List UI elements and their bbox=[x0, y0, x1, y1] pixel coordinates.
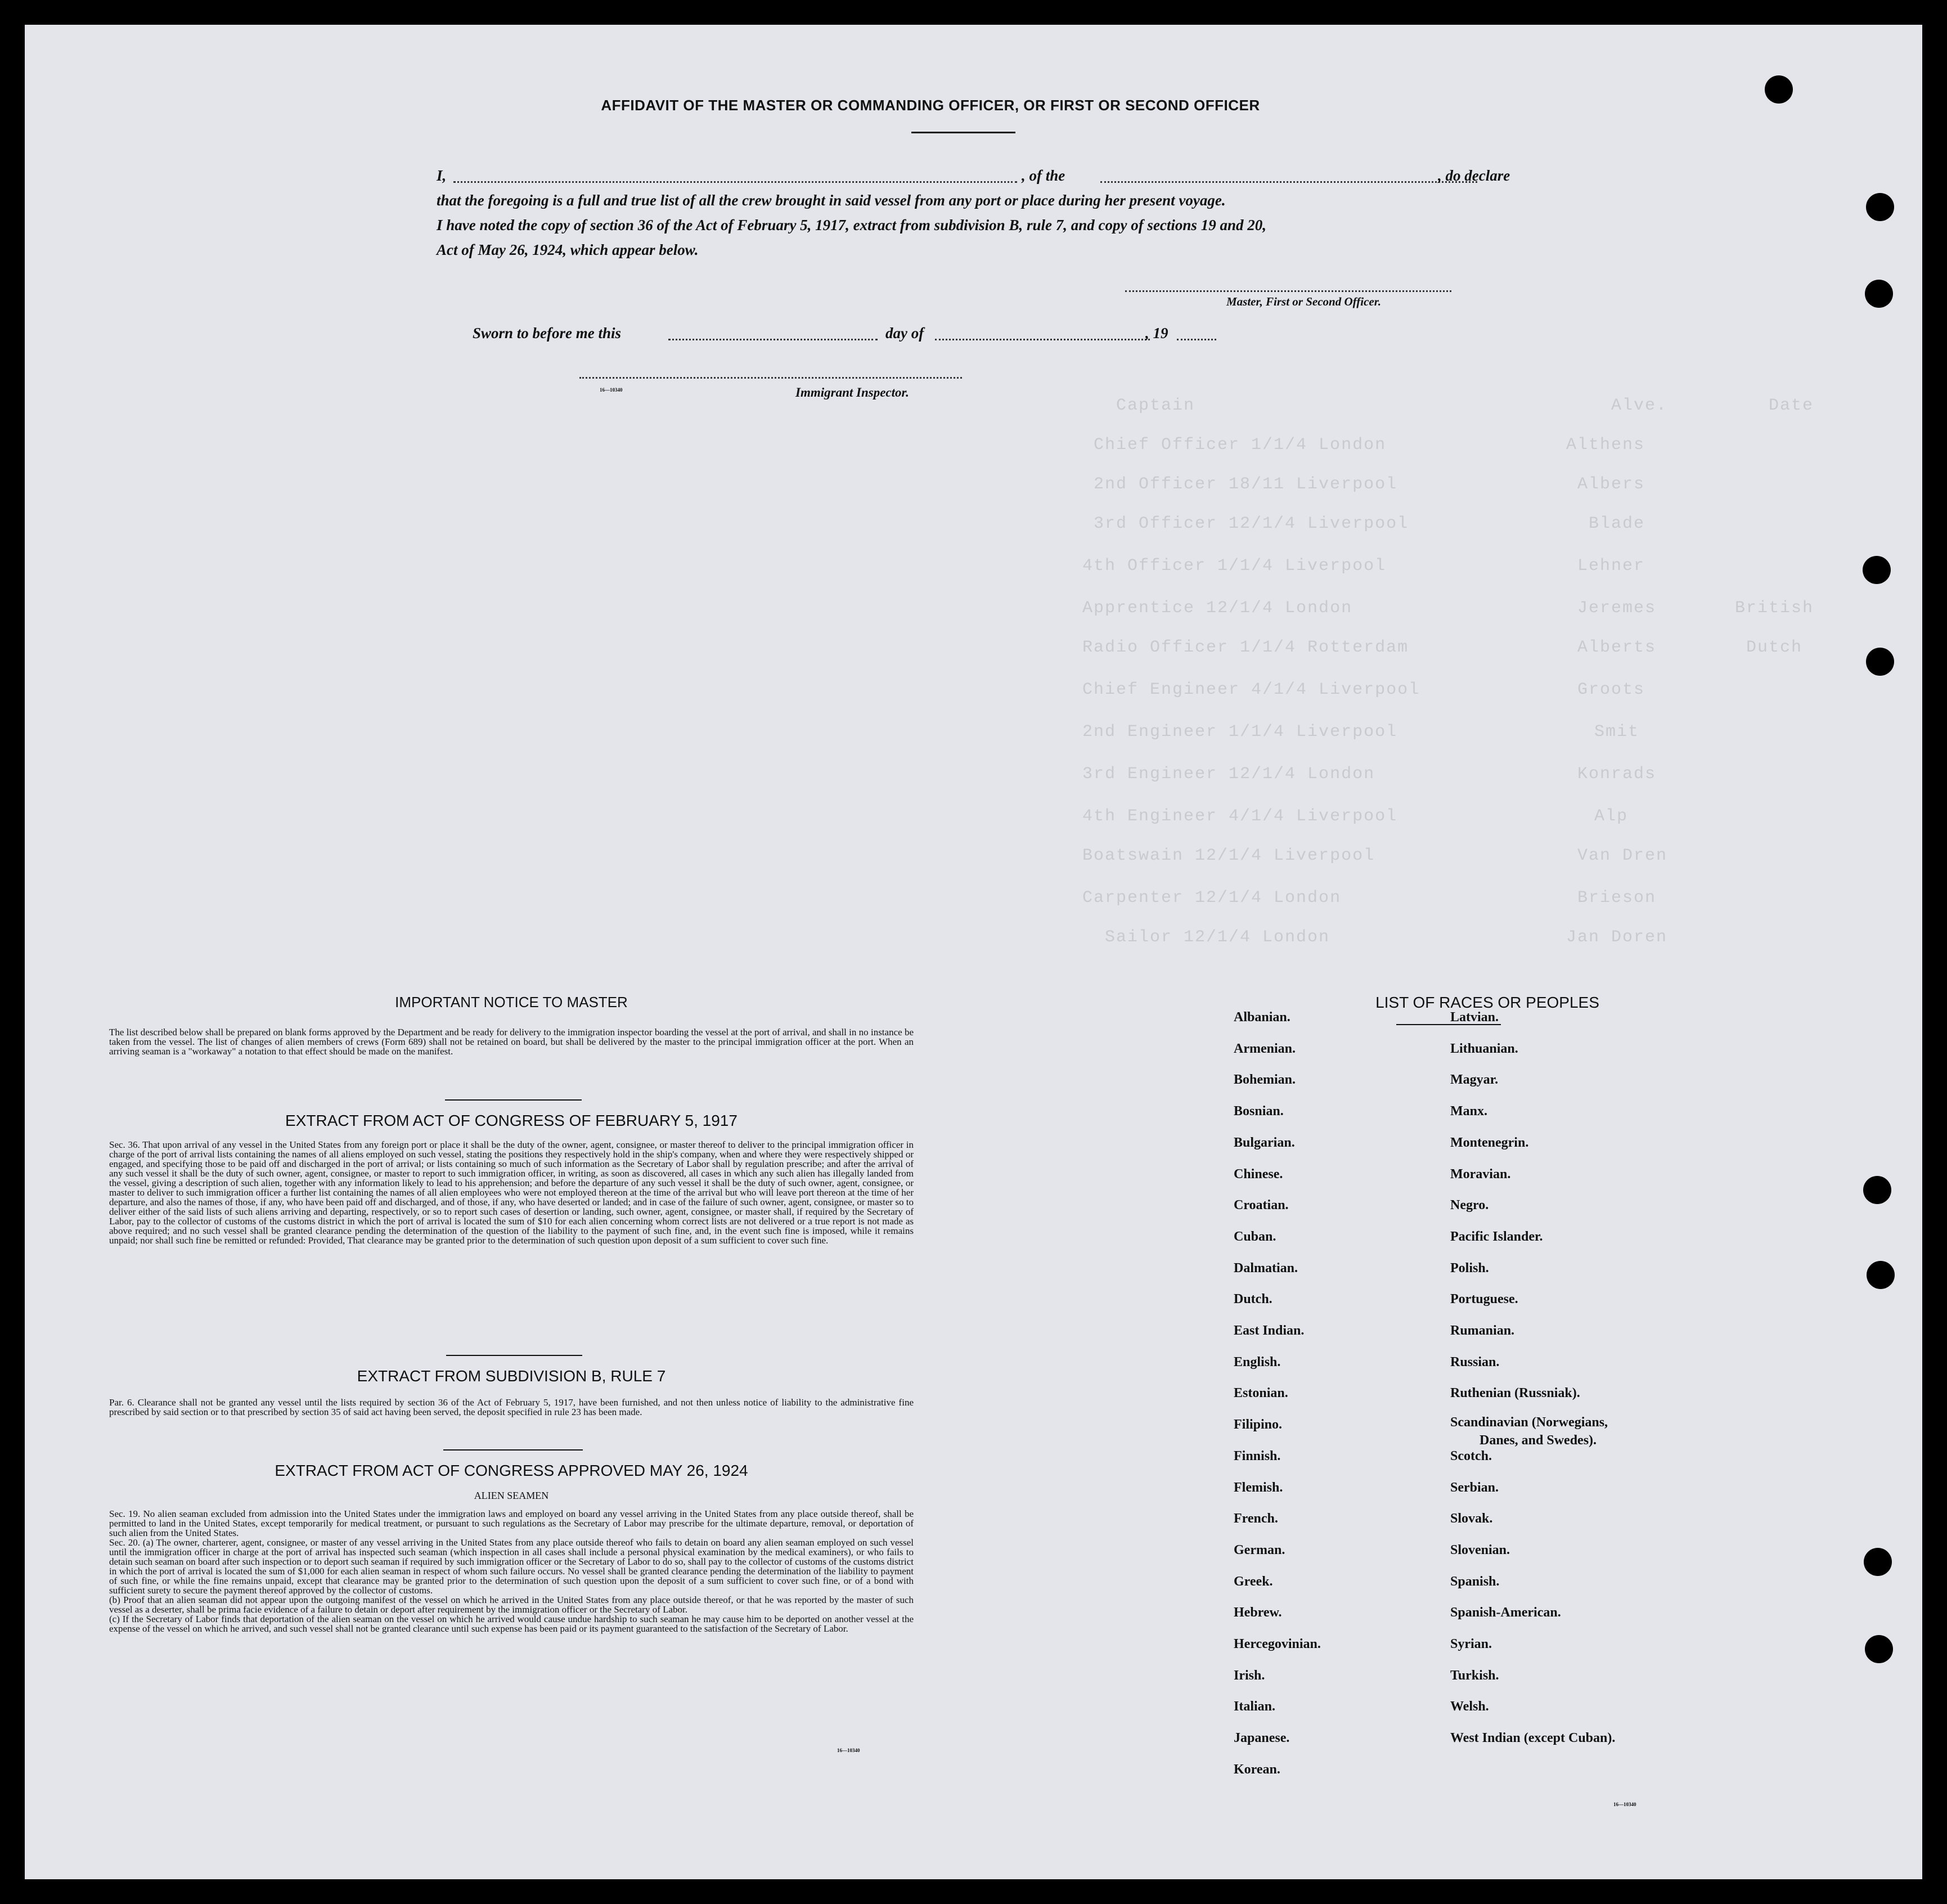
race-item: Dalmatian. bbox=[1234, 1260, 1298, 1276]
declaration-line-2: that the foregoing is a full and true list of all the crew brought in said vessel from any port or place during her present voyage. bbox=[437, 192, 1226, 209]
sworn-year-field[interactable] bbox=[1177, 339, 1216, 340]
punch-hole bbox=[1765, 75, 1793, 104]
race-item: Slovenian. bbox=[1450, 1542, 1510, 1557]
race-item: East Indian. bbox=[1234, 1323, 1305, 1338]
punch-hole bbox=[1867, 1261, 1895, 1289]
race-item: German. bbox=[1234, 1542, 1285, 1557]
affidavit-title: AFFIDAVIT OF THE MASTER OR COMMANDING OFFICER, OR FIRST OR SECOND OFFICER bbox=[601, 97, 1260, 114]
race-item: Ruthenian (Russniak). bbox=[1450, 1386, 1580, 1401]
race-item: Albanian. bbox=[1234, 1010, 1290, 1025]
race-item: Slovak. bbox=[1450, 1511, 1493, 1526]
declaration-line-1 bbox=[437, 163, 1522, 188]
affidavit-form-number: 16—10340 bbox=[600, 387, 623, 393]
notice-title: IMPORTANT NOTICE TO MASTER bbox=[395, 994, 628, 1011]
race-item: Scandinavian (Norwegians, bbox=[1450, 1415, 1608, 1430]
sworn-line bbox=[473, 321, 1283, 345]
section-divider bbox=[443, 1449, 583, 1451]
race-item: Polish. bbox=[1450, 1260, 1489, 1276]
race-item: Flemish. bbox=[1234, 1480, 1283, 1495]
sec-20a-text: Sec. 20. (a) The owner, charterer, agent, consignee, or master of any vessel arriving in the United States from any place outside thereof who fails to detain on board any alien seaman employed on such vessel until the immigration officer in charge at the port of arrival has inspected such seaman (which inspection in all cases shall include a personal physical examination by the medical examiners), or who fails to detain such seaman on board after such inspection or to deport such seaman if required by such immigration officer or the Secretary of Labor to do so, shall pay to the collector of customs of the customs district in which the port of arrival is located the sum of $1,000 for each alien seaman in respect of whom such failure occurs. No vessel shall be granted clearance pending the determination of the liability to payment of such fine, or while the fine remains unpaid, except that clearance may be granted prior to the determination of such question upon the deposit of a sum sufficient to cover such fine, or of a bond with sufficient surety to secure the payment thereof approved by the collector of customs. bbox=[109, 1537, 914, 1596]
race-item: Moravian. bbox=[1450, 1166, 1511, 1182]
extract-1924-body bbox=[109, 1509, 914, 1633]
sec-19-text: Sec. 19. No alien seaman excluded from admission into the United States under the immigration laws and employed on board any vessel arriving in the United States from any place outside thereof, shall be permitted to land in the United States, except temporarily for medical treatment, or pursuant to such regulations as the Secretary of Labor may prescribe for the ultimate departure, removal, or deportation of such alien from the United States. bbox=[109, 1508, 914, 1538]
race-item: Spanish. bbox=[1450, 1574, 1500, 1589]
race-item: Welsh. bbox=[1450, 1699, 1489, 1714]
race-item: Turkish. bbox=[1450, 1668, 1499, 1683]
document-page: Alve. Althens Albers Blade Lehner Jeremes Alberts Groots Smit Konrads Alp Van Dren Brieson Jan Doren Captain Chief Officer 1/1/4 London 2nd Officer 18/11 Liverpool 3rd Officer 12/1/4 Liverpool 4th Officer 1/1/4 Liverpool Apprentice 12/1/4 London Radio Officer 1/1/4 Rotterdam Chief Engineer 4/1/4 Liverpool 2nd Engineer 1/1/4 Liverpool 3rd Engineer 12/1/4 London 4th Engineer 4/1/4 Liverpool Boatswain 12/1/4 Liverpool Carpenter 12/1/4 London Sailor 12/1/4 London Date British Dutch AFFIDAVIT OF THE MASTER OR COMMANDING OFFICER, OR FIRST OR SECOND OFFICER I, , of the , do declare that the foregoing is a full and true list of all the crew brought in said vessel from any port or place during her present voyage. I have noted the copy of section 36 of the Act of February 5, 1917, extract from subdivision B, rule 7, and copy of sections 19 and 20, Act of May 26, 1924, which appear below. Master, First or Second Officer. Sworn to before me this day of , 19 16—10340 Immigrant Inspector. IMPORTANT NOTICE TO MASTER The list described below shall be prepared on blank forms approved by the Department and be ready for delivery to the immigration inspector boarding the vessel at the port of arrival, and shall in no instance be taken from the vessel. The list of changes of alien members of crews (Form 689) shall not be retained on board, but shall be delivered by the master to the principal immigration officer at the port. When an arriving seaman is a "workaway" a notation to that effect should be made on the manifest. EXTRACT FROM ACT OF CONGRESS OF FEBRUARY 5, 1917 Sec. 36. That upon arrival of any vessel in the United States from any foreign port or place it shall be the duty of the owner, agent, consignee, or master thereof to deliver to the principal immigration officer in charge of the port of arrival lists containing the names of all aliens employed on such vessel, stating the positions they respectively hold in the ship's company, when and where they were respectively shipped or engaged, and specifying those to be paid off and discharged in the port of arrival; or lists containing so much of such information as the Secretary of Labor shall by regulation prescribe; and after the arrival of any such vessel it shall be the duty of such owner, agent, consignee, or master to report to such immigration officer, in writing, as soon as discovered, all cases in which any such alien has illegally landed from the vessel, giving a description of such alien, together with any information likely to lead to his apprehension; and before the departure of any such vessel it shall be the duty of such owner, agent, consignee, or master to deliver to such immigration officer a further list containing the names of all alien employees who were not employed thereon at the time of the arrival but who will leave port thereon at the time of her departure, and also the names of those, if any, who have been paid off and discharged, and of those, if any, who have deserted or landed; and in case of the failure of such owner, agent, consignee, or master so to deliver either of the said lists of such aliens arriving and departing, respectively, or so to report such cases of desertion or landing, such owner, agent, consignee, or master shall, if required by the Secretary of Labor, pay to the collector of customs of the customs district in which the port of arrival is located the sum of $10 for each alien concerning whom correct lists are not delivered or a true report is not made as above required; and no such vessel shall be granted clearance pending the determination of the question of the liability to the payment of such fine, and, in the event such fine is imposed, while it remains unpaid; nor shall such fine be remitted or refunded: Provided, That clearance may be granted prior to the determination of such question upon deposit of a sum sufficient to cover such fine. EXTRACT FROM SUBDIVISION B, RULE 7 Par. 6. Clearance shall not be granted any vessel until the lists required by section 36 of the Act of February 5, 1917, have been furnished, and not then unless notice of liability to the administrative fine prescribed by said section or to that prescribed by section 35 of said act having been served, the deposit specified in rule 23 has been made. EXTRACT FROM ACT OF CONGRESS APPROVED MAY 26, 1924 ALIEN SEAMEN Sec. 19. No alien seaman excluded from admission into the United States under the immigration laws and employed on board any vessel arriving in the United States from any place outside thereof, shall be permitted to land in the United States, except temporarily for medical treatment, or pursuant to such regulations as the Secretary of Labor may prescribe for the ultimate departure, removal, or deportation of such alien from the United States. Sec. 20. (a) The owner, charterer, agent, consignee, or master of any vessel arriving in the United States from any place outside thereof who fails to detain on board any alien seaman employed on such vessel until the immigration officer in charge at the port of arrival has inspected such seaman (which inspection in all cases shall include a personal physical examination by the medical examiners), or who fails to detain such seaman on board after such inspection or to deport such seaman if required by such immigration officer or the Secretary of Labor to do so, shall pay to the collector of customs of the customs district in which the port of arrival is located the sum of $1,000 for each alien seaman in respect of whom such failure occurs. No vessel shall be granted clearance pending the determination of the liability to payment of such fine, or while the fine remains unpaid, except that clearance may be granted prior to the determination of such question upon the deposit of a sum sufficient to cover such fine, or of a bond with sufficient surety to secure the payment thereof approved by the collector of customs. (b) Proof that an alien seaman did not appear upon the outgoing manifest of the vessel on which he arrived in the United States from any place outside thereof, or that he was reported by the master of such vessel as a deserter, shall be prima facie evidence of a failure to detain or deport after requirement by the immigration officer or the Secretary of Labor. (c) If the Secretary of Labor finds that deportation of the alien seaman on the vessel on which he arrived would cause undue hardship to such seaman he may cause him to be deported on another vessel at the expense of the vessel on which he arrived, and such vessel shall not be granted clearance until such expense has been paid or its payment guaranteed to the satisfaction of the Secretary of Labor. 16—10340 LIST OF RACES OR PEOPLES Albanian. Armenian. Bohemian. Bosnian. Bulgarian. Chinese. Croatian. Cuban. Dalmatian. Dutch. East Indian. English. Estonian. Filipino. Finnish. Flemish. French. German. Greek. Hebrew. Hercegovinian. Irish. Italian. Japanese. Korean. Latvian. Lithuanian. Magyar. Manx. Montenegrin. Moravian. Negro. Pacific Islander. Polish. Portuguese. Rumanian. Russian. Ruthenian (Russniak). Scandinavian (Norwegians, Danes, and Swedes). Scotch. Serbian. Slovak. Slovenian. Spanish. Spanish-American. Syrian. Turkish. Welsh. West Indian (except Cuban). 16—10340 bbox=[25, 25, 1922, 1879]
punch-hole bbox=[1865, 1635, 1893, 1663]
race-item: Manx. bbox=[1450, 1104, 1487, 1119]
race-item: Pacific Islander. bbox=[1450, 1229, 1543, 1244]
race-item: Dutch. bbox=[1234, 1292, 1272, 1307]
race-item: English. bbox=[1234, 1354, 1281, 1369]
race-item: Negro. bbox=[1450, 1198, 1489, 1213]
extract-1924-title: EXTRACT FROM ACT OF CONGRESS APPROVED MAY 26, 1924 bbox=[275, 1462, 748, 1479]
race-item: Estonian. bbox=[1234, 1386, 1288, 1401]
race-item: Croatian. bbox=[1234, 1198, 1289, 1213]
section-divider bbox=[446, 1355, 582, 1356]
punch-hole bbox=[1865, 280, 1893, 308]
races-title: LIST OF RACES OR PEOPLES bbox=[1375, 994, 1599, 1011]
race-item: Spanish-American. bbox=[1450, 1605, 1561, 1620]
sec-20b-text: (b) Proof that an alien seaman did not appear upon the outgoing manifest of the vessel on which he arrived in the United States from any place outside thereof, or that he was reported by the master of such vessel as a deserter, shall be prima facie evidence of a failure to detain or deport after requirement by the immigration officer or the Secretary of Labor. bbox=[109, 1595, 914, 1615]
declarant-name-field[interactable] bbox=[453, 181, 1017, 183]
race-item: Danes, and Swedes). bbox=[1480, 1433, 1597, 1448]
extract-1917-body: Sec. 36. That upon arrival of any vessel in the United States from any foreign port or place it shall be the duty of the owner, agent, consignee, or master thereof to deliver to the principal immigration officer in charge of the port of arrival lists containing the names of all aliens employed on such vessel, stating the positions they respectively hold in the ship's company, when and where they were respectively shipped or engaged, and specifying those to be paid off and discharged in the port of arrival; or lists containing so much of such information as the Secretary of Labor shall by regulation prescribe; and after the arrival of any such vessel it shall be the duty of such owner, agent, consignee, or master to report to such immigration officer, in writing, as soon as discovered, all cases in which any such alien has illegally landed from the vessel, giving a description of such alien, together with any information likely to lead to his apprehension; and before the departure of any such vessel it shall be the duty of such owner, agent, consignee, or master to deliver to such immigration officer a further list containing the names of all alien employees who were not employed thereon at the time of the arrival but who will leave port thereon at the time of her departure, and also the names of those, if any, who have been paid off and discharged, and of those, if any, who have deserted or landed; and in case of the failure of such owner, agent, consignee, or master so to deliver either of the said lists of such aliens arriving and departing, respectively, or so to report such cases of desertion or landing, such owner, agent, consignee, or master shall, if required by the Secretary of Labor, pay to the collector of customs of the customs district in which the port of arrival is located the sum of $10 for each alien concerning whom correct lists are not delivered or a true report is not made as above required; and no such vessel shall be granted clearance pending the determination of the question of the liability to the payment of such fine, and, in the event such fine is imposed, while it remains unpaid; nor shall such fine be remitted or refunded: Provided, That clearance may be granted prior to the determination of such question upon deposit of a sum sufficient to cover such fine. bbox=[109, 1139, 914, 1246]
race-item: Portuguese. bbox=[1450, 1292, 1518, 1307]
race-item: Montenegrin. bbox=[1450, 1135, 1529, 1150]
punch-hole bbox=[1866, 193, 1894, 221]
declaration-line-4: Act of May 26, 1924, which appear below. bbox=[437, 241, 699, 258]
race-item: Magyar. bbox=[1450, 1072, 1499, 1088]
sworn-month-field[interactable] bbox=[935, 339, 1150, 340]
punch-hole bbox=[1863, 556, 1891, 584]
declarant-prefix: I, bbox=[437, 167, 447, 184]
sworn-day-field[interactable] bbox=[668, 339, 878, 340]
race-item: Syrian. bbox=[1450, 1637, 1492, 1651]
inspector-signature-line[interactable] bbox=[579, 377, 962, 379]
race-item: Bohemian. bbox=[1234, 1072, 1296, 1088]
notice-body: The list described below shall be prepared on blank forms approved by the Department and be ready for delivery to the immigration inspector boarding the vessel at the port of arrival, and shall in no instance be taken from the vessel. The list of changes of alien members of crews (Form 689) shall not be retained on board, but shall be delivered by the master to the principal immigration officer at the port. When an arriving seaman is a "workaway" a notation to that effect should be made on the manifest. bbox=[109, 1027, 914, 1057]
vessel-name-field[interactable] bbox=[1100, 181, 1477, 183]
sworn-label: Sworn to before me this bbox=[473, 325, 622, 342]
race-item: Bulgarian. bbox=[1234, 1135, 1295, 1150]
sec-20c-text: (c) If the Secretary of Labor finds that deportation of the alien seaman on the vessel on which he arrived would cause undue hardship to such seaman he may cause him to be deported on another vessel at the expense of the vessel on which he arrived, and such vessel shall not be granted clearance until such expense has been paid or its payment guaranteed to the satisfaction of the Secretary of Labor. bbox=[109, 1614, 914, 1634]
day-of-label: day of bbox=[885, 325, 924, 342]
race-item: Chinese. bbox=[1234, 1166, 1283, 1182]
year-label: , 19 bbox=[1145, 325, 1168, 342]
race-item: Armenian. bbox=[1234, 1041, 1296, 1056]
rule7-body: Par. 6. Clearance shall not be granted any vessel until the lists required by section 36 of the Act of February 5, 1917, have been furnished, and not then unless notice of liability to the administrative fine prescribed by said section or to that prescribed by section 35 of said act having been served, the deposit specified in rule 23 has been made. bbox=[109, 1397, 914, 1417]
title-divider bbox=[911, 132, 1015, 133]
race-item: Cuban. bbox=[1234, 1229, 1276, 1244]
race-item: Hebrew. bbox=[1234, 1605, 1282, 1620]
races-form-number: 16—10340 bbox=[1613, 1802, 1636, 1807]
inspector-label: Immigrant Inspector. bbox=[795, 385, 909, 399]
race-item: Scotch. bbox=[1450, 1448, 1492, 1463]
race-item: Serbian. bbox=[1450, 1480, 1499, 1495]
race-item: Italian. bbox=[1234, 1699, 1276, 1714]
race-item: Japanese. bbox=[1234, 1731, 1290, 1746]
race-item: West Indian (except Cuban). bbox=[1450, 1731, 1616, 1746]
race-item: Irish. bbox=[1234, 1668, 1265, 1683]
declaration-line-3: I have noted the copy of section 36 of the Act of February 5, 1917, extract from subdivision B, rule 7, and copy of sections 19 and 20, bbox=[437, 217, 1266, 233]
section-divider bbox=[445, 1099, 582, 1101]
alien-seamen-subtitle: ALIEN SEAMEN bbox=[474, 1490, 549, 1501]
race-item: Lithuanian. bbox=[1450, 1041, 1518, 1056]
race-item: French. bbox=[1234, 1511, 1278, 1526]
do-declare-label: , do declare bbox=[1438, 167, 1510, 184]
race-item: Greek. bbox=[1234, 1574, 1273, 1589]
race-item: Korean. bbox=[1234, 1762, 1280, 1777]
race-item: Hercegovinian. bbox=[1234, 1637, 1321, 1651]
extract-form-number: 16—10340 bbox=[837, 1748, 860, 1753]
race-item: Filipino. bbox=[1234, 1417, 1283, 1433]
punch-hole bbox=[1866, 648, 1894, 676]
race-item: Russian. bbox=[1450, 1354, 1500, 1369]
race-item: Finnish. bbox=[1234, 1448, 1281, 1463]
race-item: Latvian. bbox=[1450, 1010, 1499, 1025]
master-signature-label: Master, First or Second Officer. bbox=[1226, 295, 1381, 308]
race-item: Bosnian. bbox=[1234, 1104, 1284, 1119]
punch-hole bbox=[1864, 1548, 1892, 1576]
punch-hole bbox=[1863, 1176, 1891, 1204]
of-the-label: , of the bbox=[1022, 167, 1065, 184]
extract-1917-title: EXTRACT FROM ACT OF CONGRESS OF FEBRUARY 5, 1917 bbox=[285, 1112, 738, 1129]
rule7-title: EXTRACT FROM SUBDIVISION B, RULE 7 bbox=[357, 1367, 666, 1385]
race-item: Rumanian. bbox=[1450, 1323, 1515, 1338]
